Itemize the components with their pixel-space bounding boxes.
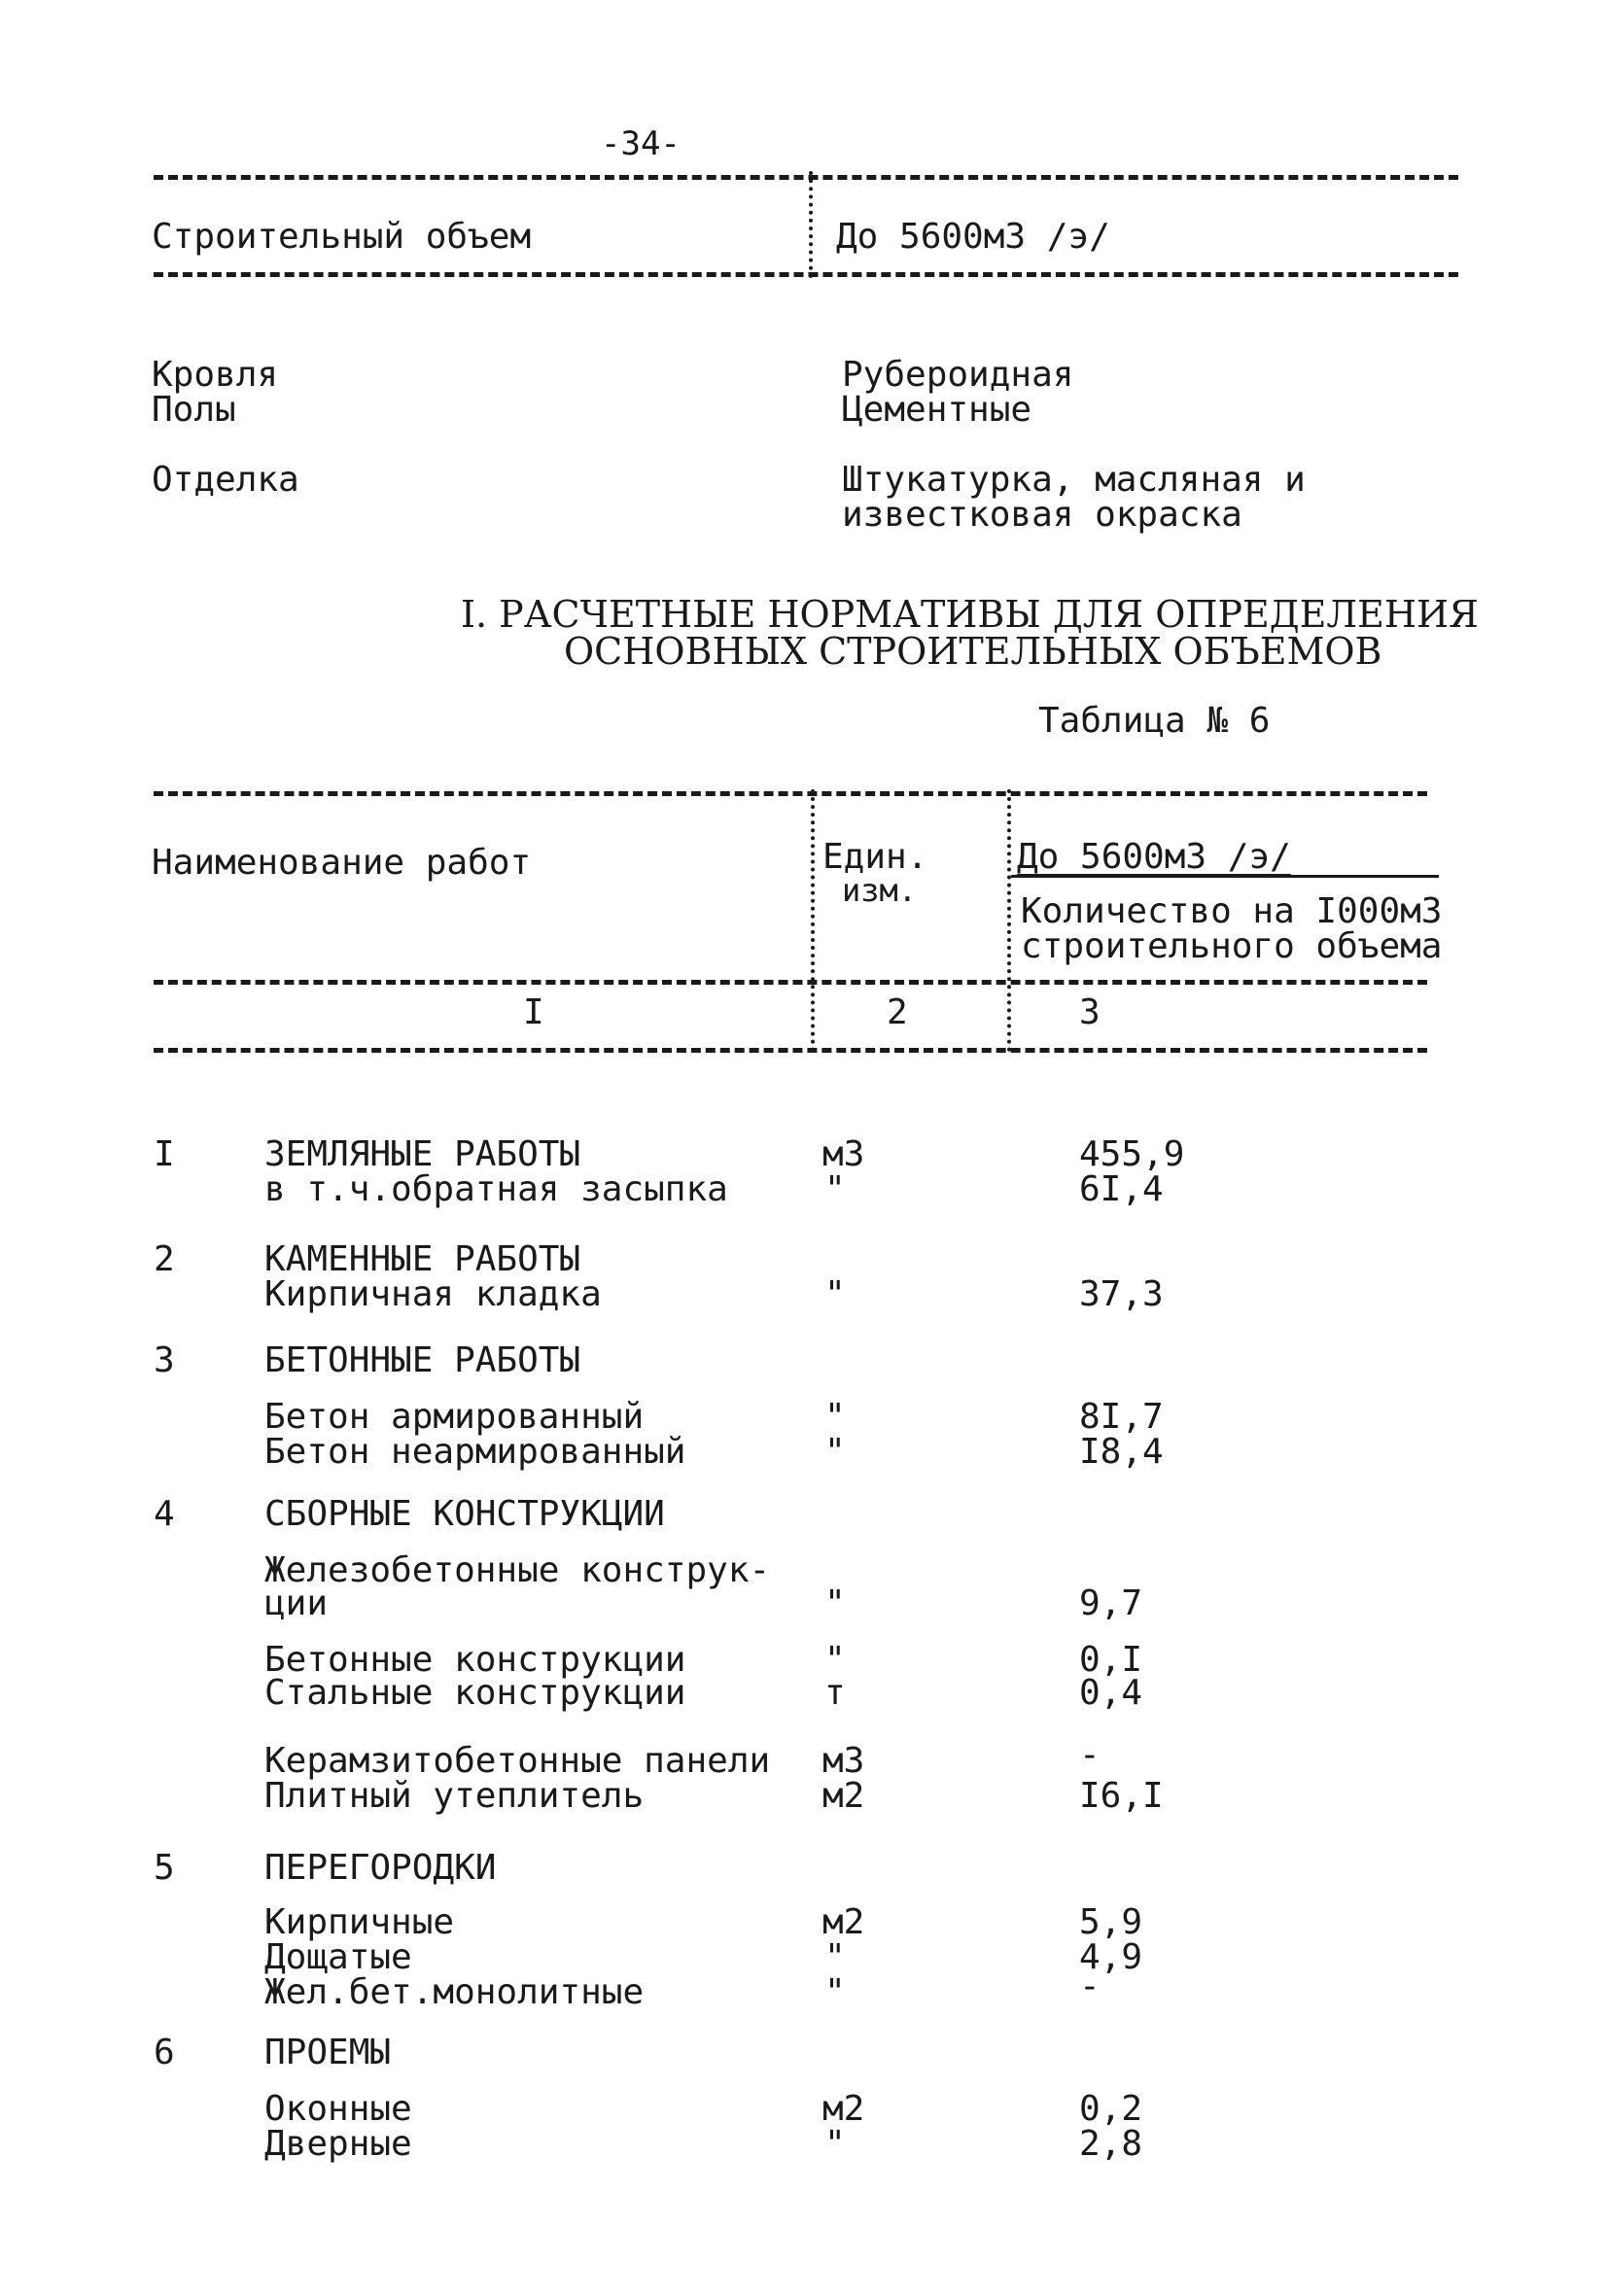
spec-value: Штукатурка, масляная и bbox=[842, 460, 1306, 500]
row-unit: м3 bbox=[822, 1741, 865, 1781]
divider bbox=[154, 1048, 1427, 1053]
header-unit-cont: изм. bbox=[842, 872, 918, 909]
row-name: Кирпичные bbox=[264, 1902, 455, 1942]
divider bbox=[809, 171, 813, 278]
divider bbox=[154, 175, 1458, 180]
row-name: Жел.бет.монолитные bbox=[264, 1972, 645, 2012]
row-unit: м2 bbox=[822, 1776, 865, 1816]
spec-value-cont: известковая окраска bbox=[842, 495, 1242, 535]
row-unit: " bbox=[824, 1274, 846, 1314]
row-name: Кирпичная кладка bbox=[264, 1274, 602, 1314]
divider bbox=[154, 980, 1427, 985]
row-name: Дощатые bbox=[264, 1937, 412, 1977]
row-name: СБОРНЫЕ КОНСТРУКЦИИ bbox=[264, 1494, 665, 1534]
row-value: 455,9 bbox=[1079, 1134, 1185, 1174]
row-name: Оконные bbox=[264, 2089, 412, 2129]
divider bbox=[1007, 789, 1011, 1052]
row-value: 4,9 bbox=[1079, 1937, 1143, 1977]
header-qty-cont: строительного объема bbox=[1021, 926, 1443, 966]
group-number: 2 bbox=[154, 1239, 175, 1279]
row-name: Железобетонные конструк- bbox=[264, 1550, 771, 1590]
row-value: 6I,4 bbox=[1079, 1169, 1164, 1209]
row-name: ПЕРЕГОРОДКИ bbox=[264, 1848, 497, 1888]
row-unit: " bbox=[824, 1972, 846, 2012]
row-value: - bbox=[1079, 1966, 1101, 2006]
header-unit: Един. bbox=[822, 837, 928, 877]
row-value: 2,8 bbox=[1079, 2124, 1143, 2164]
row-name: Бетон неармированный bbox=[264, 1432, 686, 1472]
row-value: 8I,7 bbox=[1079, 1397, 1164, 1437]
page-number: -34- bbox=[601, 124, 681, 163]
row-name: Плитный утеплитель bbox=[264, 1776, 645, 1816]
group-number: 5 bbox=[154, 1848, 175, 1888]
section-title: I. РАСЧЕТНЫЕ НОРМАТИВЫ ДЛЯ ОПРЕДЕЛЕНИЯ bbox=[461, 593, 1479, 636]
divider bbox=[811, 789, 815, 1052]
row-name: ции bbox=[264, 1583, 329, 1623]
row-value: 0,4 bbox=[1079, 1673, 1143, 1713]
header-rule bbox=[1011, 875, 1439, 878]
row-name: КАМЕННЫЕ РАБОТЫ bbox=[264, 1239, 581, 1279]
divider bbox=[154, 791, 1427, 796]
col-number: 3 bbox=[1079, 992, 1101, 1032]
spec-value: Рубероидная bbox=[842, 355, 1074, 395]
volume-label: Строительный объем bbox=[152, 217, 532, 257]
header-qty: До 5600м3 /э/ bbox=[1017, 837, 1291, 877]
row-unit: м2 bbox=[822, 1902, 865, 1942]
divider bbox=[154, 272, 1458, 277]
row-unit: " bbox=[824, 1169, 846, 1209]
table-caption: Таблица № 6 bbox=[1038, 701, 1271, 741]
row-unit: м3 bbox=[822, 1134, 865, 1174]
row-value: 9,7 bbox=[1079, 1583, 1143, 1623]
row-value: - bbox=[1079, 1735, 1101, 1775]
volume-value: До 5600м3 /э/ bbox=[836, 217, 1110, 257]
spec-label: Кровля bbox=[152, 355, 279, 395]
row-value: 37,3 bbox=[1079, 1274, 1164, 1314]
section-title-cont: ОСНОВНЫХ СТРОИТЕЛЬНЫХ ОБЪЕМОВ bbox=[564, 630, 1382, 673]
spec-label: Полы bbox=[152, 390, 236, 430]
row-name: Дверные bbox=[264, 2124, 412, 2164]
row-name: Керамзитобетонные панели bbox=[264, 1741, 771, 1781]
row-name: Бетон армированный bbox=[264, 1397, 645, 1437]
col-number: I bbox=[523, 992, 544, 1032]
row-unit: " bbox=[824, 1432, 846, 1472]
spec-value: Цементные bbox=[842, 390, 1032, 430]
row-name: в т.ч.обратная засыпка bbox=[264, 1169, 728, 1209]
row-value: 0,2 bbox=[1079, 2089, 1143, 2129]
row-name: ПРОЕМЫ bbox=[264, 2033, 392, 2072]
row-value: 5,9 bbox=[1079, 1902, 1143, 1942]
spec-label: Отделка bbox=[152, 460, 299, 500]
row-name: Стальные конструкции bbox=[264, 1673, 686, 1713]
row-unit: м2 bbox=[822, 2089, 865, 2129]
row-name: Бетонные конструкции bbox=[264, 1640, 686, 1680]
row-unit: " bbox=[824, 2124, 846, 2164]
row-value: I8,4 bbox=[1079, 1432, 1164, 1472]
header-qty-cont: Количество на I000м3 bbox=[1021, 891, 1443, 931]
row-unit: " bbox=[824, 1397, 846, 1437]
row-unit: " bbox=[824, 1937, 846, 1977]
row-name: БЕТОННЫЕ РАБОТЫ bbox=[264, 1340, 581, 1380]
row-value: I6,I bbox=[1079, 1776, 1164, 1816]
row-name: ЗЕМЛЯНЫЕ РАБОТЫ bbox=[264, 1134, 581, 1174]
group-number: 6 bbox=[154, 2033, 175, 2072]
header-name: Наименование работ bbox=[152, 843, 532, 883]
group-number: 4 bbox=[154, 1494, 175, 1534]
row-unit: т bbox=[824, 1673, 846, 1713]
row-unit: " bbox=[824, 1640, 846, 1680]
row-unit: " bbox=[824, 1583, 846, 1623]
col-number: 2 bbox=[887, 992, 908, 1032]
group-number: I bbox=[154, 1134, 175, 1174]
group-number: 3 bbox=[154, 1340, 175, 1380]
row-value: 0,I bbox=[1079, 1640, 1143, 1680]
